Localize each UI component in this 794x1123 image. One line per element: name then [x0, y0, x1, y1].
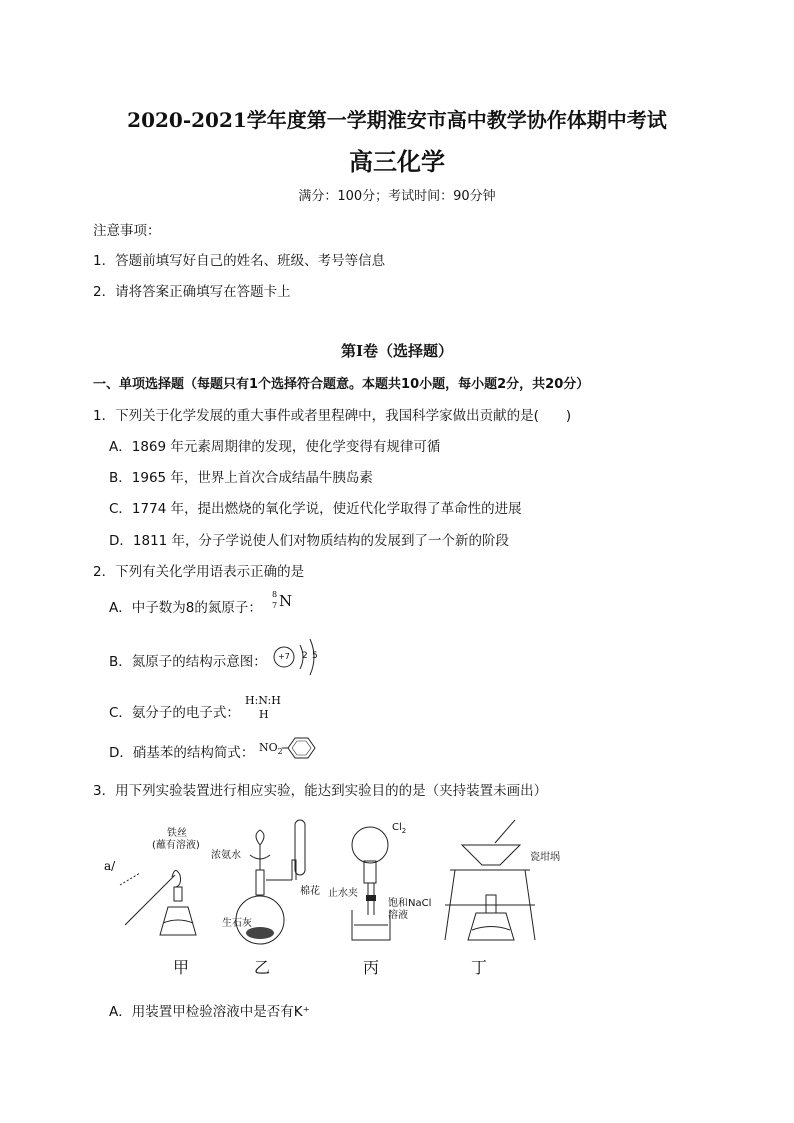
nucleus-charge: +7	[278, 652, 290, 661]
svg-text:a/: a/	[104, 859, 116, 873]
benzene-ring	[282, 735, 322, 765]
question-stem: 2．下列有关化学用语表示正确的是	[93, 564, 305, 580]
option: A．1869 年元素周期律的发现，使化学变得有规律可循	[109, 439, 441, 455]
atomic-number: 7	[272, 601, 278, 610]
shell-1-count: 2	[302, 651, 308, 661]
yi-caption: 生石灰	[222, 918, 252, 929]
option: C．氨分子的电子式：	[109, 705, 240, 721]
yi-caption: 棉花	[300, 886, 320, 897]
option: B．氮原子的结构示意图：	[109, 654, 267, 670]
apparatus-label: 丙	[363, 958, 380, 977]
part-heading: 一、单项选择题（每题只有1个选择符合题意。本题共10小题，每小题2分，共20分）	[93, 377, 590, 392]
option: D．1811 年，分子学说使人们对物质结构的发展到了一个新的阶段	[109, 533, 510, 549]
option: C．1774 年，提出燃烧的氧化学说，使近代化学取得了革命性的进展	[109, 501, 522, 517]
bing-caption: 饱和NaCl	[388, 898, 432, 909]
subject-title: 高三化学	[349, 148, 445, 176]
bing-caption: 止水夹	[328, 888, 358, 899]
notes-heading: 注意事项：	[93, 223, 161, 239]
option: A．中子数为8的氮原子：	[109, 600, 262, 616]
cl-label: Cl	[392, 822, 402, 833]
apparatus-label: 丁	[471, 958, 488, 977]
exam-title: 2020-2021学年度第一学期淮安市高中教学协作体期中考试	[127, 108, 667, 132]
shell-2-count: 5	[312, 651, 318, 661]
bing-caption	[392, 822, 406, 835]
electron-formula-top: H:N:H	[245, 694, 281, 707]
bing-caption: 溶液	[388, 910, 408, 921]
jia-caption: (蘸有溶液)	[152, 840, 200, 851]
nitro-label: NO	[259, 741, 278, 754]
nitro-group	[259, 741, 283, 756]
question-stem: 3．用下列实验装置进行相应实验，能达到实验目的的是（夹持装置未画出）	[93, 783, 548, 799]
mass-number: 8	[272, 590, 278, 599]
exam-meta: 满分：100分；考试时间：90分钟	[298, 189, 496, 204]
option: B．1965 年，世界上首次合成结晶牛胰岛素	[109, 470, 373, 486]
jia-caption: 铁丝	[167, 828, 187, 839]
question-stem: 1．下列关于化学发展的重大事件或者里程碑中，我国科学家做出贡献的是( )	[93, 408, 572, 424]
apparatus-label: 乙	[254, 958, 271, 977]
yi-caption: 浓氨水	[211, 850, 241, 861]
ding-caption: 瓷坩埚	[530, 852, 560, 863]
nitro-sub: 2	[277, 747, 283, 757]
element-symbol: N	[279, 592, 293, 610]
option: A．用装置甲检验溶液中是否有K⁺	[109, 1004, 310, 1020]
apparatus-label: 甲	[173, 958, 190, 977]
note-item: 1．答题前填写好自己的姓名、班级、考号等信息	[93, 253, 386, 269]
electron-formula-bottom: H	[259, 708, 269, 721]
option: D．硝基苯的结构简式：	[109, 745, 255, 761]
note-item: 2．请将答案正确填写在答题卡上	[93, 284, 291, 300]
section-title: 第I卷（选择题）	[340, 342, 454, 360]
cl-sub: 2	[401, 827, 407, 835]
